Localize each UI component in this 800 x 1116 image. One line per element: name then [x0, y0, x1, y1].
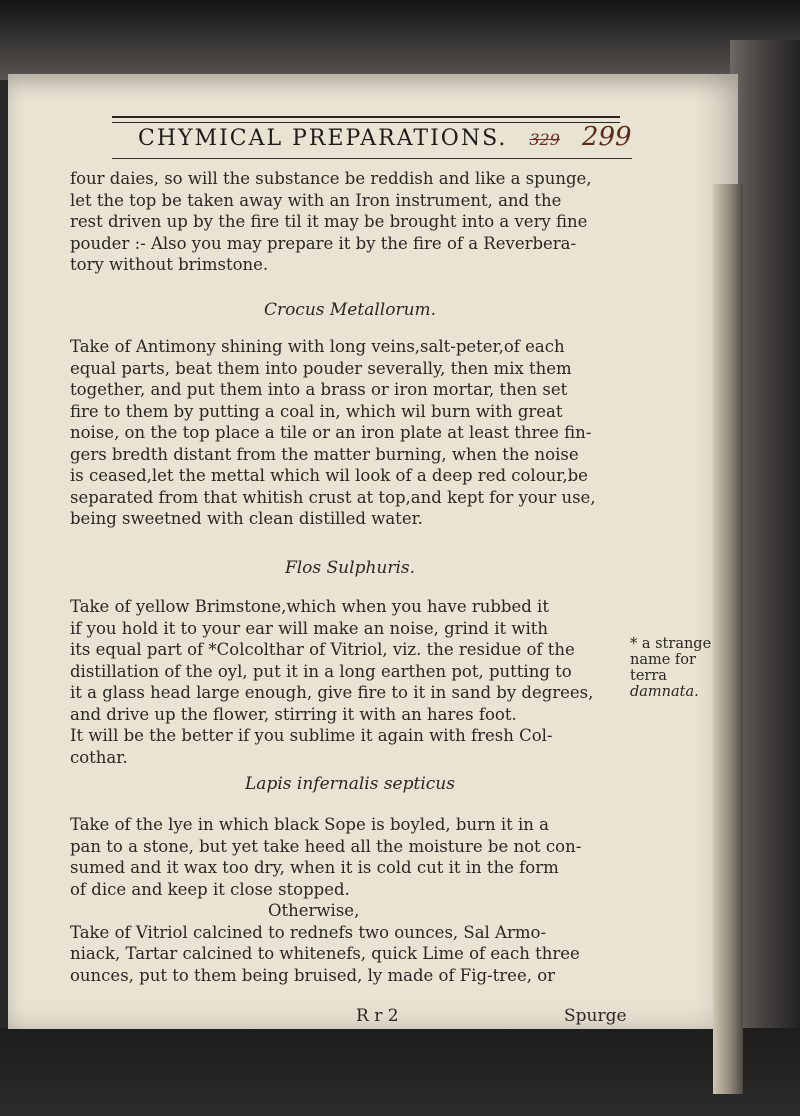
paragraph-flos — [70, 596, 630, 768]
paragraph-continuation — [70, 168, 630, 276]
text-line: rest driven up by the fire til it may be brought into a very fine — [70, 212, 588, 231]
text-line: noise, on the top place a tile or an iron plate at least three fin- — [70, 423, 592, 442]
margin-note-line: name for terra — [630, 652, 696, 684]
margin-note — [630, 636, 712, 700]
text-line: its equal part of *Colcolthar of Vitriol, viz. the residue of the — [70, 640, 575, 659]
signature-mark: R r 2 — [356, 1006, 399, 1026]
text-line: equal parts, beat them into pouder severally, then mix them — [70, 358, 572, 378]
text-line: tory without brimstone. — [70, 255, 269, 274]
text-line: it a glass head large enough, give fire to it in sand by degrees, — [70, 683, 594, 702]
text-line: It will be the better if you sublime it again with fresh Col- — [70, 726, 553, 745]
text-line: Take of yellow Brimstone,which when you have rubbed it — [70, 597, 549, 616]
text-line: four daies, so will the substance be reddish and like a spunge, — [70, 169, 592, 188]
text-line: being sweetned with clean distilled water. — [70, 509, 423, 528]
text-line: cothar. — [70, 747, 128, 767]
page-number: 299 — [581, 122, 632, 152]
text-line: distillation of the oyl, put it in a long earthen pot, putting to — [70, 661, 572, 681]
margin-note-line: damnata. — [630, 684, 699, 700]
book-page — [8, 74, 738, 1029]
text-line: Take of Antimony shining with long veins,salt-peter,of each — [70, 337, 565, 356]
text-line: Take of Vitriol calcined to rednefs two ounces, Sal Armo- — [70, 922, 547, 942]
running-title: CHYMICAL PREPARATIONS. — [138, 126, 508, 151]
text-line: Take of the lye in which black Sope is boyled, burn it in a — [70, 815, 549, 834]
text-line: gers bredth distant from the matter burning, when the noise — [70, 444, 579, 464]
page-edge-shadow — [713, 184, 743, 1094]
book-binding-top — [0, 0, 800, 80]
book-binding-bottom — [0, 1028, 800, 1116]
text-line: and drive up the flower, stirring it with an hares foot. — [70, 704, 517, 724]
margin-note-line: * a strange — [630, 636, 712, 652]
text-line: together, and put them into a brass or iron mortar, then set — [70, 380, 568, 399]
paragraph-lapis — [70, 814, 630, 986]
catchword: Spurge — [564, 1006, 627, 1026]
text-line: niack, Tartar calcined to whitenefs, quick Lime of each three — [70, 944, 580, 963]
text-line: sumed and it wax too dry, when it is cold cut it in the form — [70, 858, 559, 877]
text-line: pan to a stone, but yet take heed all the moisture be not con- — [70, 836, 582, 856]
paragraph-crocus — [70, 336, 630, 530]
text-line: of dice and keep it close stopped. — [70, 879, 350, 899]
text-line: let the top be taken away with an Iron instrument, and the — [70, 190, 562, 210]
text-line: pouder :- Also you may prepare it by the fire of a Reverbera- — [70, 233, 577, 253]
text-line: ounces, put to them being bruised, ly made of Fig-tree, or — [70, 965, 556, 985]
text-line: fire to them by putting a coal in, which wil burn with great — [70, 401, 563, 421]
text-line-otherwise: Otherwise, — [268, 901, 360, 920]
section-heading-crocus: Crocus Metallorum. — [263, 300, 437, 320]
section-heading-flos: Flos Sulphuris. — [284, 558, 416, 578]
header-rule — [112, 158, 632, 159]
text-line: if you hold it to your ear will make an noise, grind it with — [70, 618, 549, 638]
running-header — [138, 122, 698, 162]
text-line: separated from that whitish crust at top,and kept for your use, — [70, 487, 596, 507]
section-heading-lapis: Lapis infernalis septicus — [245, 774, 455, 794]
text-line: is ceased,let the mettal which wil look of a deep red colour,be — [70, 466, 588, 485]
page-number-struck: 329 — [529, 130, 560, 149]
